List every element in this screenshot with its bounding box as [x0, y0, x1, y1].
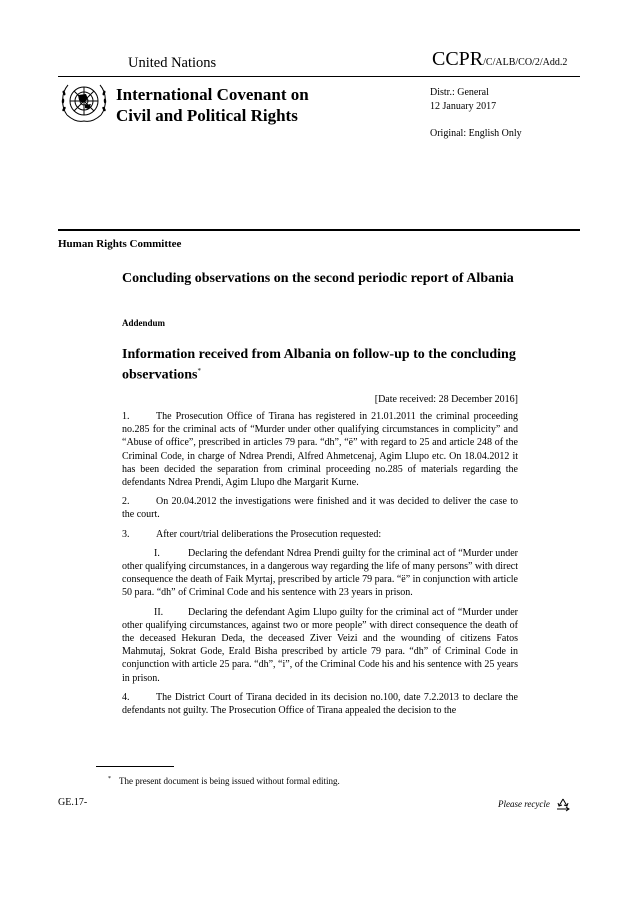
paragraph-1	[122, 410, 518, 489]
organization-name: United Nations	[128, 55, 217, 71]
issue-date: 12 January 2017	[430, 101, 497, 112]
recycle-notice	[498, 797, 572, 813]
symbol-suffix: /C/ALB/CO/2/Add.2	[483, 57, 568, 68]
paragraph-text: Declaring the defendant Agim Llupo guilty for the criminal act of “Murder under other qualifying circumstances, against two or more people” with direct consequence the death of the deceased Hekuran Deda, the deceased Ziver Veizi and the wounding of citizens Fatos Mahmutaj, Sokrat Gode, Erald Bisha prescribed by article 79 para. “dh” of Criminal Code in conjunction with article 25 para. “dh”, “i”, of the Criminal Code his and his sentence with 25 years in prison.	[122, 606, 518, 684]
subtitle-footnote-mark: *	[197, 367, 201, 375]
section-rule	[58, 229, 580, 231]
covenant-title-line2: Civil and Political Rights	[116, 106, 298, 125]
distribution: Distr.: General	[430, 87, 489, 98]
document-subtitle	[122, 346, 522, 384]
paragraph-3-II	[122, 606, 518, 685]
paragraph-text: The District Court of Tirana decided in its decision no.100, date 7.2.2013 to declare the defendants not guilty. The Prosecution Office of Tirana appealed the decision to the	[122, 691, 518, 717]
paragraph-3	[122, 528, 518, 541]
covenant-title-line1: International Covenant on	[116, 85, 309, 104]
committee-name: Human Rights Committee	[58, 238, 182, 250]
paragraph-3-I	[122, 547, 518, 600]
original-language: Original: English Only	[430, 128, 522, 139]
document-symbol	[432, 48, 567, 71]
recycle-label: Please recycle	[498, 799, 550, 810]
subparagraph-number: I.	[154, 547, 160, 559]
subparagraph-number: II.	[154, 606, 164, 618]
paragraph-text: On 20.04.2012 the investigations were finished and it was decided to deliver the case to the court.	[122, 496, 518, 521]
date-received: [Date received: 28 December 2016]	[374, 394, 518, 405]
paragraph-4	[122, 691, 518, 717]
symbol-main: CCPR	[432, 48, 484, 70]
paragraph-number: 2.	[122, 496, 130, 508]
subtitle-text: Information received from Albania on follow-up to the concluding observations	[122, 347, 516, 383]
document-body	[122, 410, 518, 723]
addendum-label: Addendum	[122, 318, 166, 328]
paragraph-2	[122, 495, 518, 521]
footnote	[108, 776, 340, 786]
un-emblem-icon	[58, 79, 110, 127]
document-code: GE.17-	[58, 797, 88, 808]
paragraph-number: 1.	[122, 411, 130, 422]
header-rule	[58, 76, 580, 77]
footnote-rule	[96, 766, 174, 767]
paragraph-text: Declaring the defendant Ndrea Prendi guilty for the criminal act of “Murder under other qualifying circumstances, in a dangerous way regarding the life of many persons” with direct consequence the death of Faik Myrtaj, prescribed by article 79 para. “ë” in conjunction with article 50 para. “dh” of Criminal Code and his sentence with 23 years in prison.	[122, 547, 518, 599]
footnote-text: The present document is being issued without formal editing.	[119, 776, 340, 786]
paragraph-text: The Prosecution Office of Tirana has registered in 21.01.2011 the criminal proceeding no.285 for the criminal acts of “Murder under other qualifying circumstances in complicity” and “Abuse of office”, prescribed in articles 79 para. “dh”, “ë” with regard to 25 and article 248 of the Criminal Code, in charge of Ndrea Prendi, Alfred Ahmetcenaj, Agim Llupo etc. On 18.04.2012 it has been decided the separation from criminal proceeding no.285 of materials regarding the defendants Ndrea Prendi, Agim Llupo dhe Margarit Kurne.	[122, 411, 518, 489]
paragraph-number: 3.	[122, 528, 130, 540]
footnote-mark: *	[108, 776, 111, 782]
document-title: Concluding observations on the second periodic report of Albania	[122, 271, 514, 286]
paragraph-text: After court/trial deliberations the Prosecution requested:	[156, 528, 382, 540]
recycle-icon	[554, 797, 572, 813]
paragraph-number: 4.	[122, 691, 130, 703]
distribution-block	[430, 86, 496, 114]
covenant-title	[116, 84, 309, 126]
